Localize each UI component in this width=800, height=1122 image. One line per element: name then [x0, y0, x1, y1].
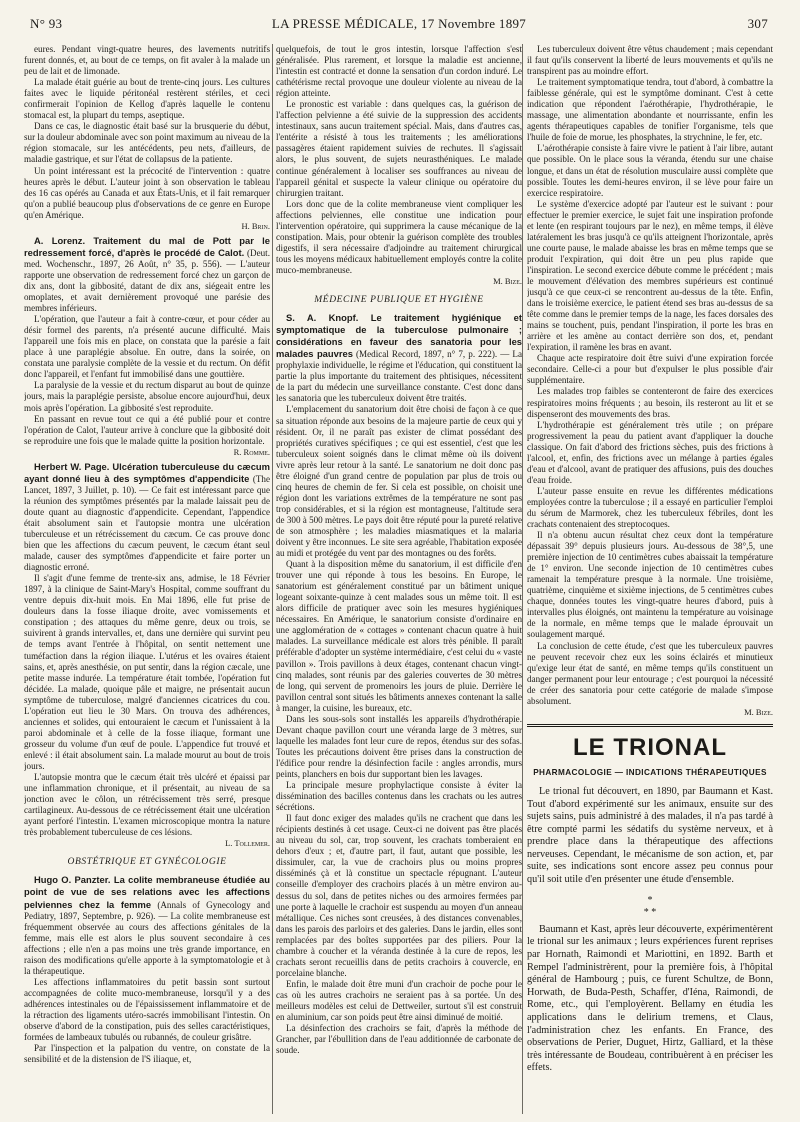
paragraph: Dans les sous-sols sont installés les appareils d'hydrothérapie. Devant chaque pavillon court une véranda large de 3 mètres, sur laquelle les malades font leur cure de repos, étendus sur des sofas. Toutes les précautions doivent être prises dans la construction de l'édifice pour rendre la désinfection facile : angles arrondis, murs peints, planchers en bois dur supportant bien les lavages. — [276, 713, 522, 779]
journal-title: LA PRESSE MÉDICALE, 17 Novembre 1897 — [271, 16, 527, 31]
paragraph: Il faut donc exiger des malades qu'ils ne crachent que dans les récipients destinés à cet usage. Ceux-ci ne doivent pas être placés au niveau du sol, car, trop souvent, les crachats tomberaient en dehors d'eux ; et, d'autre part, il faut, autant que possible, les dissimuler, car, la vue de crachoirs plus ou moins propres disséminés çà et là constitue un spectacle répugnant. L'auteur conseille d'employer des crachoirs placés à un mètre environ au-dessus du sol, dans de petites niches ou des armoires fermées par une porte à laquelle le crachoir est suspendu au moyen d'un anneau métallique. Ces niches sont creusées, à des distances convenables, dans les parois des parloirs et des galeries. Dans le jardin, elles sont remplacées par des boîtes supportées par des piliers. Pour la chambre à coucher et la véranda destinée à la cure de repos, les crachats seront recueillis dans de petits crachoirs à couvercle, en porcelaine blanche. — [276, 813, 522, 978]
paragraph: La désinfection des crachoirs se fait, d'après la méthode de Grancher, par l'ébullition dans de l'eau additionnée de carbonate de soude. — [276, 1023, 522, 1056]
column-rule — [522, 44, 523, 1114]
column-3-body — [527, 44, 773, 718]
paragraph: L'hydrothérapie est généralement très utile ; on prépare progressivement la peau du patient avant d'appliquer la douche classique. On fait d'abord des frictions sèches, puis des frictions à l'alcool, et, enfin, des frictions avec un mélange à parties égales d'eau et d'alcool, avant de pratiquer des affusions, puis des douches d'eau froide. — [527, 419, 773, 485]
section-separator: * * * — [643, 894, 657, 919]
paragraph: Les affections inflammatoires du petit bassin sont surtout accompagnées de colite muco-membraneuse, lorsqu'il y a des adhérences intestinales ou de l'épaississement inflammatoire et de la rétraction des ligaments utéro-sacrés immobilisant l'intestin. On observe d'abord de la constipation, puis des selles caractéristiques, formées de lambeaux tubulés ou rubannés, de couleur grisâtre. — [24, 976, 270, 1043]
article-abstract — [276, 312, 522, 404]
author-signature: M. Bize. — [493, 275, 522, 286]
article-text: (Annals of Gynecology and Pediatry, 1897, Septembre, p. 926). — La colite membraneuse est fréquemment observée au cours des affections génitales de la femme, mais elle est alors le plus souvent secondaire à ces affections ; elle n'en a pas moins une très grande importance, en raison des modifications qu'elle apporte à la symptomatologie et à la thérapeutique. — [24, 899, 270, 976]
paragraph: Dans ce cas, le diagnostic était basé sur la brusquerie du début, sur la douleur abdominale avec son point maximum au niveau de la région stomacale, sur les antécédents, peu nets, d'ailleurs, de maladie gastrique, et sur l'état de collapsus de la patiente. — [24, 121, 270, 165]
trional-title: LE TRIONAL — [527, 724, 773, 763]
paragraph: Chaque acte respiratoire doit être suivi d'une expiration forcée secondaire. Celle-ci a pour but d'expulser le plus possible d'air supplémentaire. — [527, 353, 773, 386]
article-abstract — [24, 874, 270, 976]
paragraph: Les tuberculeux doivent être vêtus chaudement ; mais cependant il faut qu'ils conservent la liberté de leurs mouvements et qu'ils ne transpirent pas au moindre effort. — [527, 44, 773, 77]
article-text: (The Lancet, 1897, 3 Juillet, p. 10). — Ce fait est intéressant parce que la réunion des symptômes présentés par la malade laissait peu de doute quant au diagnostic d'appendicite. Cependant, l'appendice était absolument sain et l'autopsie montra une ulcération tuberculeuse et un rétrécissement du cæcum. Ce cas prouve donc bien que les affections du cæcum peuvent, le cæcum étant seul malade, causer des symptômes d'appendicite et faire porter un diagnostic erroné. — [24, 473, 270, 573]
article-heading: A. Lorenz. Traitement du mal de Pott par le redressement forcé, d'après le procédé de Calot. — [24, 234, 270, 258]
article-text: (Deut. med. Wochenschr., 1897, 26 Août, n° 35, p. 556). — L'auteur rapporte une observation de redressement forcé chez un garçon de dix ans, dont la gibbosité, datant de dix ans, siégeait entre les omoplates, et avait dernièrement provoqué une parésie des membres inférieurs. — [24, 247, 270, 314]
column-2 — [276, 44, 522, 1114]
article-abstract — [24, 235, 270, 314]
article-heading: S. A. Knopf. Le traitement hygiénique et symptomatique de la tuberculose pulmonaire ; considérations en faveur des sanatoria pour les malades pauvres — [276, 312, 522, 360]
column-3 — [527, 44, 773, 1114]
trional-subtitle: PHARMACOLOGIE — INDICATIONS THÉRAPEUTIQUES — [533, 767, 767, 777]
paragraph: L'autopsie montra que le cæcum était très ulcéré et épaissi par une inflammation chronique, et il présentait, au niveau de sa jonction avec le côlon, un rétrécissement très serré, presque cartilagineux. Au-dessous de ce rétrécissement était une ulcération ayant perforé l'intestin. L'examen microscopique montra la nature très probablement tuberculeuse de ces lésions. — [24, 772, 270, 838]
column-rule — [272, 44, 273, 1114]
paragraph: L'auteur passe ensuite en revue les différentes médications employées contre la tuberculose ; il a essayé en particulier l'emploi du sérum de Marmorek, chez les tuberculeux fébriles, dont les crachats contenaient des streptocoques. — [527, 485, 773, 530]
paragraph: En passant en revue tout ce qui a été publié pour et contre l'opération de Calot, l'auteur arrive à conclure que la gibbosité doit se reproduire une fois que le malade quitte la position horizontale. — [24, 413, 270, 446]
paragraph: La principale mesure prophylactique consiste à éviter la dissémination des bacilles contenus dans les crachats ou les autres sécrétions. — [276, 780, 522, 813]
trional-paragraph: Le trional fut découvert, en 1890, par Baumann et Kast. Tout d'abord expérimenté sur les animaux, ensuite sur des sujets sains, puis administré à des malades, il n'a pas tardé à être compté parmi les sédatifs du système nerveux, et à prendre place dans la thérapeutique des affections nerveuses. Cependant, le mécanisme de son action, et, par suite, ses indications sont encore assez peu connus pour qu'il soit utile d'en présenter une étude d'ensemble. — [527, 785, 773, 886]
paragraph: L'emplacement du sanatorium doit être choisi de façon à ce que sa situation réponde aux besoins de la majeure partie de ceux qui y résident. Or, il ne paraît pas exister de climat possédant des propriétés curatives spécifiques ; ce qui est essentiel, c'est que les tuberculeux soient soignés dans le climat même où ils doivent vivre après leur retour à la santé. Le sanatorium ne doit donc pas être éloigné d'un grand centre de population par plus de trois ou cinq heures de chemin de fer. Si cela est possible, on choisit une région dont les variations extrêmes de la température ne sont pas trop considérables, et si la région est montagneuse, l'altitude sera de 300 à 500 mètres. Le pays doit être réputé pour la pureté relative de son atmosphère ; les maladies miasmatiques et la malaria doivent y être inconnues. Le site sera agréable, l'habitation exposée au midi et protégée du vent par des montagnes ou des forêts. — [276, 404, 522, 559]
article-text: (Medical Record, 1897, n° 7, p. 222). — La prophylaxie individuelle, le régime et l'éducation, qui constituent la partie la plus importante du traitement des phtisiques, nécessitent de la part du médecin une surveillance constante. C'est donc dans les sanatoria que les tuberculeux doivent être traités. — [276, 349, 522, 404]
page-number: 307 — [747, 16, 768, 31]
section-heading: MÉDECINE PUBLIQUE ET HYGIÈNE — [314, 295, 484, 306]
paragraph: Le pronostic est variable : dans quelques cas, la guérison de l'affection pelvienne a été suivie de la suppression des accidents intestinaux, sans aucun traitement spécial. Mais, dans d'autres cas, l'entérite a résisté à tous les traitements ; les améliorations passagères étaient rapidement suivies de rechutes. Il s'agissait alors, le plus souvent, de sujets neurasthéniques. Le malade continue généralement à localiser ses souffrances au niveau de l'appareil génital et suspecte la valeur clinique ou opératoire du chirurgien traitant. — [276, 99, 522, 198]
paragraph: Lors donc que de la colite membraneuse vient compliquer les affections pelviennes, elle constitue une indication pour l'intervention opératoire, qui supprimera la cause mécanique de la constipation. Mais, pour obtenir la guérison complète des troubles digestifs, il sera nécessaire d'adjoindre au traitement chirurgical tous les moyens médicaux habituellement employés contre la colite muco-membraneuse. — [276, 198, 522, 275]
article-heading: Herbert W. Page. Ulcération tuberculeuse du cæcum ayant donné lieu à des symptômes d'appendicite — [24, 460, 270, 484]
paragraph: eures. Pendant vingt-quatre heures, des lavements nutritifs furent donnés, et, au bout de ce temps, on fit avaler à la malade un peu de lait et de limonade. — [24, 44, 270, 77]
paragraph: L'aérothérapie consiste à faire vivre le patient à l'air libre, autant que possible. On le place sous la véranda, étendu sur une chaise longue, et dans un état de résolution musculaire aussi complète que possible. Toutes les demi-heures environ, il se lève pour faire un exercice respiratoire. — [527, 143, 773, 198]
paragraph: Quant à la disposition même du sanatorium, il est difficile d'en trouver une qui réponde à tous les besoins. En Europe, le sanatorium est généralement constitué par un bâtiment unique logeant soixante-quinze à cent malades sous un même toit. Il est alors difficile de pratiquer avec soin les mesures hygiéniques nécessaires. En Amérique, le sanatorium consiste d'ordinaire en une agglomération de « cottages » contenant chacun quatre à huit malades. La surveillance médicale est alors très pénible. Il paraît préférable d'adopter un système intermédiaire, c'est celui du « vaste pavillon ». Trois pavillons à deux étages, contenant chacun vingt-cinq malades, sont réunis par des galeries couvertes de 30 mètres de long, qui servent de promenoirs les jours de pluie. Derrière le pavillon central sont situés les bâtiments annexes contenant la salle à manger, la cuisine, les bureaux, etc. — [276, 559, 522, 713]
paragraph: quelquefois, de tout le gros intestin, lorsque l'affection s'est généralisée. Plus rarement, et lorsque la maladie est ancienne, l'intestin est contracté et donne la sensation d'un cordon induré. Le cathétérisme rectal provoque une douleur violente au niveau de la région atteinte. — [276, 44, 522, 99]
article-heading: Hugo O. Panzter. La colite membraneuse étudiée au point de vue de ses relations avec les affections pelviennes chez la femme — [24, 874, 270, 910]
paragraph: Un point intéressant est la précocité de l'intervention : quatre heures après le début. L'auteur joint à son observation le tableau des 16 cas opérés au Canada et aux États-Unis, et il fait remarquer qu'on a publié beaucoup plus d'observations de ce genre en Europe qu'en Amérique. — [24, 165, 270, 220]
page-header — [30, 14, 768, 34]
paragraph: Les malades trop faibles se contenteront de faire des exercices respiratoires moins fréquents ; au besoin, ils resteront au lit et se dispenseront des mouvements des bras. — [527, 386, 773, 419]
paragraph: Le système d'exercice adopté par l'auteur est le suivant : pour effectuer le premier exercice, le sujet fait une inspiration profonde et lente (en respirant toujours par le nez), en même temps, il élève latéralement les bras jusqu'à ce qu'ils atteignent l'horizontale, après une courte pause, le malade abaisse les bras en même temps que se produit l'expiration, qui doit être un peu plus rapide que l'inspiration. Le second exercice débute comme le précédent ; mais le mouvement d'élévation des membres supérieurs est continué jusqu'à ce que ceux-ci se rencontrent au-dessus de la tête. Enfin, dans le troisième exercice, le patient étend ses bras au-dessus de sa tête comme dans le premier temps de la nage, les faces dorsales des mains se touchent, puis, pendant l'inspiration, il porte les bras en arrière et les amène au contact derrière son dos, et, pendant l'expiration, il ramène les bras en avant. — [527, 198, 773, 353]
column-1 — [24, 44, 270, 1114]
trional-paragraph: Baumann et Kast, après leur découverte, expérimentèrent le trional sur les animaux ; leurs expériences furent reprises par Hornath, Raimondi et Mariottini, en 1892. Barth et Rempel l'administrèrent, pour la première fois, à l'hôpital général de Hambourg ; puis, ce furent Schultze, de Bonn, Horwath, de Buda-Pesth, Schaffer, d'Iéna, Raimondi, de Rome, etc., qui l'employèrent. Bellamy en étudia les applications dans le delirium tremens, et Claus, l'administration chez les enfants. En France, des observations de Perier, Duguet, Hirtz, Galliard, et la thèse très intéressante de Boudeau, contribuèrent à en préciser les effets. — [527, 923, 773, 1074]
paragraph: La paralysie de la vessie et du rectum disparut au bout de quinze jours, mais la paraplégie persiste, absolue encore aujourd'hui, deux mois après l'opération. La gibbosité s'est reproduite. — [24, 380, 270, 413]
paragraph: La conclusion de cette étude, c'est que les tuberculeux pauvres ne peuvent recevoir chez eux les soins éclairés et minutieux qu'exige leur état de santé, en même temps qu'ils constituent un danger permanent pour leur entourage ; c'est pourquoi la nécessité de créer des sanatoria pour cette catégorie de malade s'impose absolument. — [527, 640, 773, 706]
paragraph: La malade était guérie au bout de trente-cinq jours. Les cultures faites avec le liquide péritonéal restèrent stériles, et ceci confirmerait l'opinion de Kellog d'après laquelle le contenu stomacal est, la plupart du temps, aseptique. — [24, 77, 270, 121]
section-heading: OBSTÉTRIQUE ET GYNÉCOLOGIE — [67, 857, 227, 868]
author-signature: L. Tollemer. — [225, 838, 270, 849]
trional-article — [527, 724, 773, 1075]
author-signature: R. Romme. — [233, 446, 270, 457]
author-signature: M. Bize. — [744, 706, 773, 717]
article-abstract — [24, 461, 270, 573]
issue-number: N° 93 — [30, 16, 63, 31]
paragraph: Le traitement symptomatique tendra, tout d'abord, à combattre la faiblesse générale, qui est le symptôme dominant. C'est à cette indication que répondent l'aérothérapie, l'hydrothérapie, le massage, une alimentation abondante et nourrissante, enfin les agents thérapeutiques capables de tonifier l'organisme, tels que l'huile de foie de morue, les phosphates, la strychnine, le fer, etc. — [527, 77, 773, 143]
paragraph: Par l'inspection et la palpation du ventre, on constate de la sensibilité et de la distension de l'S iliaque, et, — [24, 1043, 270, 1065]
paragraph: L'opération, que l'auteur a fait à contre-cœur, et pour céder au désir formel des parents, n'a présenté aucune difficulté. Mais l'appareil une fois mis en place, on constata que la parésie a fait place à une paraplégie absolue. En outre, dans la soirée, on constata une paralysie complète de la vessie et du rectum. On défit donc l'appareil, et l'enfant fut immobilisé dans une gouttière. — [24, 314, 270, 380]
paragraph: Il s'agit d'une femme de trente-six ans, admise, le 18 Février 1897, à la clinique de Saint-Mary's Hospital, comme souffrant du ventre depuis dix-huit mois. En Mai 1896, elle fut prise de douleurs dans la fosse iliaque droite, avec vomissements et constipation ; des attaques du même genre, deux ou trois, se suivirent à grands intervalles, et, dans une dernière qui survint peu de temps avant l'entrée à l'hôpital, on sentit nettement une tuméfaction dans la région iliaque. L'utérus et les ovaires étaient sains, et, après anesthésie, on put sentir, dans la région cæcale, une petite masse indurée. La température était tombée, l'opération fut décidée. La malade, quoique pâle et maigre, ne présentait aucun symptôme de tuberculose, malgré d'anciennes cicatrices du cou. L'opération eut lieu le 30 Mars. On trouva des adhérences, anciennes et solides, qui entouraient le cæcum et l'unissaient à la paroi abdominale et à celle de la fosse iliaque, formant une grosseur du volume d'un œuf de poule. L'appendice fut trouvé et enlevé : il était absolument sain. La malade mourut au bout de trois jours. — [24, 573, 270, 771]
author-signature: H. Brin. — [241, 220, 270, 231]
paragraph: Enfin, le malade doit être muni d'un crachoir de poche pour le cas où les autres crachoirs ne seraient pas à sa portée. Un des meilleurs modèles est celui de Dettweiler, surtout s'il est construit en aluminium, car son poids peut être ainsi diminué de moitié. — [276, 978, 522, 1023]
paragraph: Il n'a obtenu aucun résultat chez ceux dont la température dépassait 39° depuis plusieurs jours. Au-dessous de 38°,5, une première injection de 10 centimètres cubes abaissait la température de 1° environ. Une seconde injection de 10 centimètres cubes ramenait la température presque à la normale. Une troisième, quatrième, cinquième et sixième injections, de 5 centimètres cubes chaque, données toutes les vingt-quatre heures d'abord, puis à intervalles plus éloignés, ont maintenu la température au voisinage de la normale, en même temps que le malade éprouvait un soulagement marqué. — [527, 530, 773, 640]
